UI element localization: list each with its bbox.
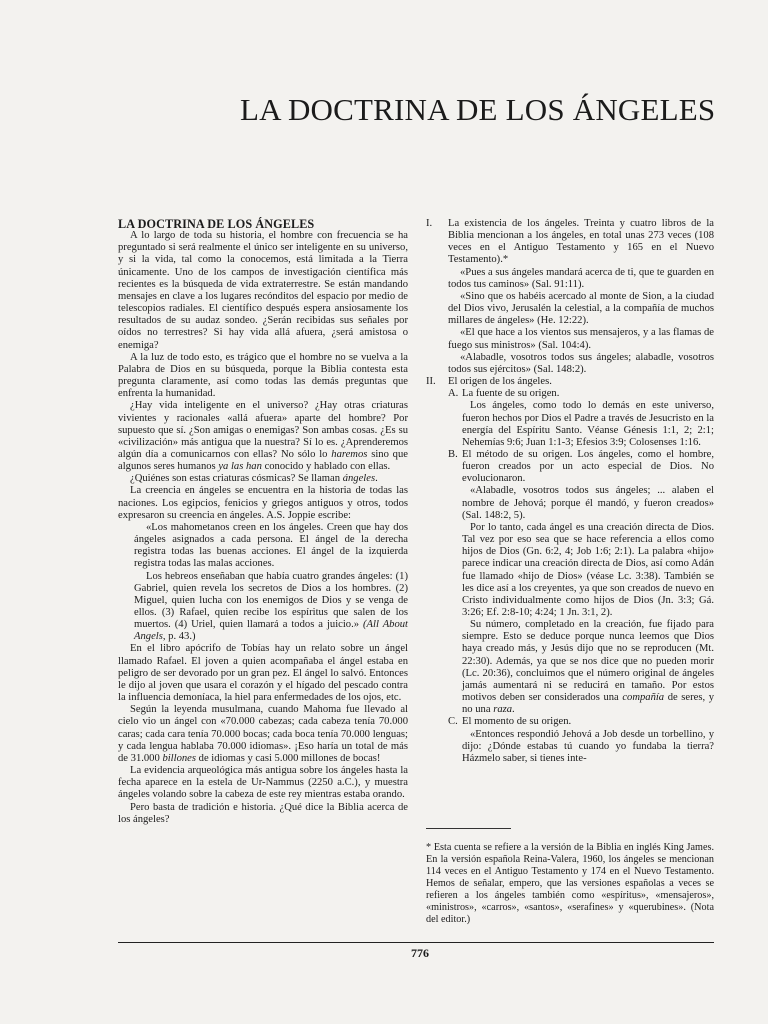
outline-text: La existencia de los ángeles. Treinta y cuatro libros de la Biblia mencionan a los ángeles, en total unas 273 veces (108 veces en el Antiguo Testamento y 165 en el Nuevo Testamento).* — [448, 218, 714, 266]
outline-subtitle: El método de su origen. Los ángeles, como el hombre, fueron creados por un acto especial de Dios. No evolucionaron. — [462, 448, 714, 485]
subitem-text — [462, 619, 714, 716]
outline-subitem-a — [448, 388, 714, 449]
emphasis: ya las han — [218, 461, 262, 473]
outline-subbody — [462, 449, 714, 716]
left-column — [118, 218, 408, 826]
emphasis: billones — [162, 752, 196, 764]
text-run: Según la leyenda musulmana, cuando Mahoma fue llevado al cielo vio un ángel con «70.000 cabezas; cada cabeza tenía 70.000 caras; cada cara tenía 70.000 bocas; cada boca tenía 70.000 lenguas; y cada lengua hablaba 70.000 idiomas». ¡Eso haría un total de más de 31.000 — [118, 704, 408, 764]
outline-subitem-b — [448, 449, 714, 716]
outline-subbody — [462, 716, 714, 765]
text-run: Los hebreos enseñaban que había cuatro grandes ángeles: (1) Gabriel, quien revela los secretos de Dios a los hombres. (2) Miguel, quien lucha con los enemigos de Dios y se venga de ellos. (3) Rafael, quien recibe los espíritus que salen de los muertos. (4) Uriel, quien llamará a todos a juicio.» — [134, 570, 408, 631]
scripture-quote: «El que hace a los vientos sus mensajeros, y a las flamas de fuego sus ministros» (Sal. 104:4). — [448, 327, 714, 351]
footnote: * Esta cuenta se refiere a la versión de la Biblia en inglés King James. En la versión española Reina-Valera, 1960, los ángeles se mencionan 114 veces en el Antiguo Testamento y 174 en el Nuevo Testamento. Hemos de señalar, empero, que las versiones españolas a veces se refieren a los ángeles también como «espíritus», «mensajeros», «ministros», «carros», «santos», «serafines» y «querubines». (Nota del editor.) — [426, 842, 714, 925]
scripture-quote: «Sino que os habéis acercado al monte de Sion, a la ciudad del Dios vivo, Jerusalén la celestial, a la compañía de muchos millares de ángeles» (He. 12:22). — [448, 290, 714, 327]
outline-text: El origen de los ángeles. — [448, 376, 552, 388]
paragraph: A lo largo de toda su historia, el hombre con frecuencia se ha preguntado si será realmente el único ser inteligente en su universo, y si la vida, tal como la conocemos, está limitada a la Tierra únicamente. Uno de los campos de investigación científica más recientes es la búsqueda de vida extraterrestre. Se están mandando mensajes en clave a los lugares recónditos del espacio por medio de telescopios radiales. El científico después espera ansiosamente los resultados de su audaz sondeo. ¿Serán recibidas sus señales por oídos no terrestres? Si hay vida allá afuera, ¿será amistosa o enemiga? — [118, 230, 408, 351]
section-heading: LA DOCTRINA DE LOS ÁNGELES — [118, 217, 315, 231]
paragraph: La creencia en ángeles se encuentra en la historia de todas las naciones. Los egipcios, fenicios y griegos antiguos y otros, todos expresaron su creencia en ángeles. A.S. Joppie escribe: — [118, 485, 408, 521]
outline-sublabel: C. — [448, 716, 458, 728]
outline-item-2 — [426, 376, 714, 765]
outline-sublabel: B. — [448, 448, 458, 460]
emphasis: haremos — [331, 448, 368, 460]
scripture-quote: «Alabadle, vosotros todos sus ángeles; ... alaben el nombre de Jehová; porque él mandó, y fueron creados» (Sal. 148:2, 5). — [462, 485, 714, 521]
citation-title: (All About Angels — [134, 619, 409, 643]
paragraph — [118, 400, 408, 473]
scripture-quote: «Alabadle, vosotros todos sus ángeles; alabadle, vosotros todos sus ejércitos» (Sal. 148:2). — [448, 351, 714, 375]
subitem-text: Los ángeles, como todo lo demás en este universo, fueron hechos por Dios el Padre a través de Jesucristo en la energía del Espíritu Santo. Véanse Génesis 1:1, 2; 2:1; Nehemías 9:6; Juan 1:1-3; Efesios 3:9; Colosenses 1:16. — [462, 400, 714, 448]
outline-subtitle: La fuente de su origen. — [462, 388, 560, 400]
outline-subitem-c — [448, 716, 714, 765]
footnote-divider — [426, 828, 511, 829]
outline-body — [448, 376, 714, 765]
paragraph: La evidencia arqueológica más antigua sobre los ángeles hasta la fecha aparece en la estela de Ur-Nammus (2250 a.C.), y muestra ángeles volando sobre la cabeza de este rey mientras estaba orando. — [118, 765, 408, 801]
paragraph: En el libro apócrifo de Tobías hay un relato sobre un ángel llamado Rafael. El joven a quien acompañaba el ángel estaba en peligro de ser devorado por un gran pez. El ángel lo salvó. Entonces le dijo al joven que usara el corazón y el hígado del pescado contra la influencia demoníaca, la hiel para enfermedades de los ojos, etc. — [118, 643, 408, 704]
paragraph — [118, 704, 408, 765]
text-run: sino que algunos seres humanos — [118, 448, 408, 473]
text-run: . — [375, 473, 378, 485]
chapter-title: LA DOCTRINA DE LOS ÁNGELES — [240, 92, 716, 127]
paragraph: Pero basta de tradición e historia. ¿Qué dice la Biblia acerca de los ángeles? — [118, 801, 408, 825]
block-quote: «Los mahometanos creen en los ángeles. Creen que hay dos ángeles asignados a cada persona. El ángel de la derecha registra todas las buenas acciones. El ángel de la izquierda registra todas las malas acciones. — [134, 521, 408, 570]
outline-label: II. — [426, 376, 436, 388]
outline-item-1 — [426, 218, 714, 376]
outline-body — [448, 218, 714, 376]
scripture-quote: «Pues a sus ángeles mandará acerca de ti, que te guarden en todos tus caminos» (Sal. 91:11). — [448, 266, 714, 290]
outline-label: I. — [426, 218, 433, 229]
text-run: ¿Quiénes son estas criaturas cósmicas? Se llaman — [130, 473, 341, 485]
text-run: conocido y hablado con ellas. — [264, 461, 391, 473]
paragraph: A la luz de todo esto, es trágico que el hombre no se vuelva a la Palabra de Dios en su búsqueda, porque la Biblia contesta esta pregunta claramente, así como todas las demás preguntas que enfrenta la humanidad. — [118, 351, 408, 400]
text-run: de idiomas y casi 5.000 millones de bocas! — [198, 752, 381, 764]
page-number: 776 — [411, 946, 429, 960]
subitem-text: Por lo tanto, cada ángel es una creación directa de Dios. Tal vez por eso sea que se hace referencia a ellos como hijos de Dios (Gn. 6:2, 4; Job 1:6; 2:1). La palabra «hijo» parece indicar una creación directa de Dios, así como Adán fue llamado «hijo de Dios» (véase Lc. 3:38). También se les dice así a los creyentes, ya que son creados de nuevo en Cristo individualmente como hijos de Dios (Jn. 3:3; Gá. 3:26; Ef. 2:8-10; 4:24; 1 Jn. 3:1, 2). — [462, 521, 714, 618]
text-run: ¿Hay vida inteligente en el universo? ¿Hay otras criaturas vivientes y racionales «allá afuera» aparte del hombre? Por supuesto que sí. ¿Son amigas o enemigas? Son ambas cosas. ¿Es su «civilización» más antigua que la nuestra? Sí lo es. ¿Aprenderemos algún día a comunicarnos con ellas? No sólo lo — [118, 400, 408, 460]
outline-sublabel: A. — [448, 388, 459, 400]
scripture-quote: «Entonces respondió Jehová a Job desde un torbellino, y dijo: ¿Dónde estabas tú cuando yo fundaba la tierra? Házmelo saber, si tienes inte- — [462, 728, 714, 764]
page-bottom-rule — [118, 942, 714, 943]
emphasis: raza — [493, 704, 513, 716]
text-run: , p. 43.) — [162, 631, 196, 643]
outline-subbody — [462, 388, 714, 449]
block-quote — [118, 571, 408, 644]
paragraph — [118, 473, 408, 485]
emphasis: ángeles — [342, 473, 376, 485]
emphasis: compañía — [622, 692, 665, 704]
text-run: Su número, completado en la creación, fue fijado para siempre. Esto se deduce porque nunca leemos que Dios haya creado más, y Jesús dijo que no se reproducen (Mt. 22:30). Además, ya que se nos dice que no pueden morir (Lc. 20:36), concluimos que el número original de ángeles jamás aumentará ni se reducirá en tamaño. Por estos motivos deben ser considerados una — [462, 619, 714, 704]
outline-subtitle: El momento de su origen. — [462, 716, 572, 728]
right-column — [426, 218, 714, 765]
text-run: de seres, y no una — [462, 692, 714, 716]
text-run: . — [512, 704, 515, 716]
